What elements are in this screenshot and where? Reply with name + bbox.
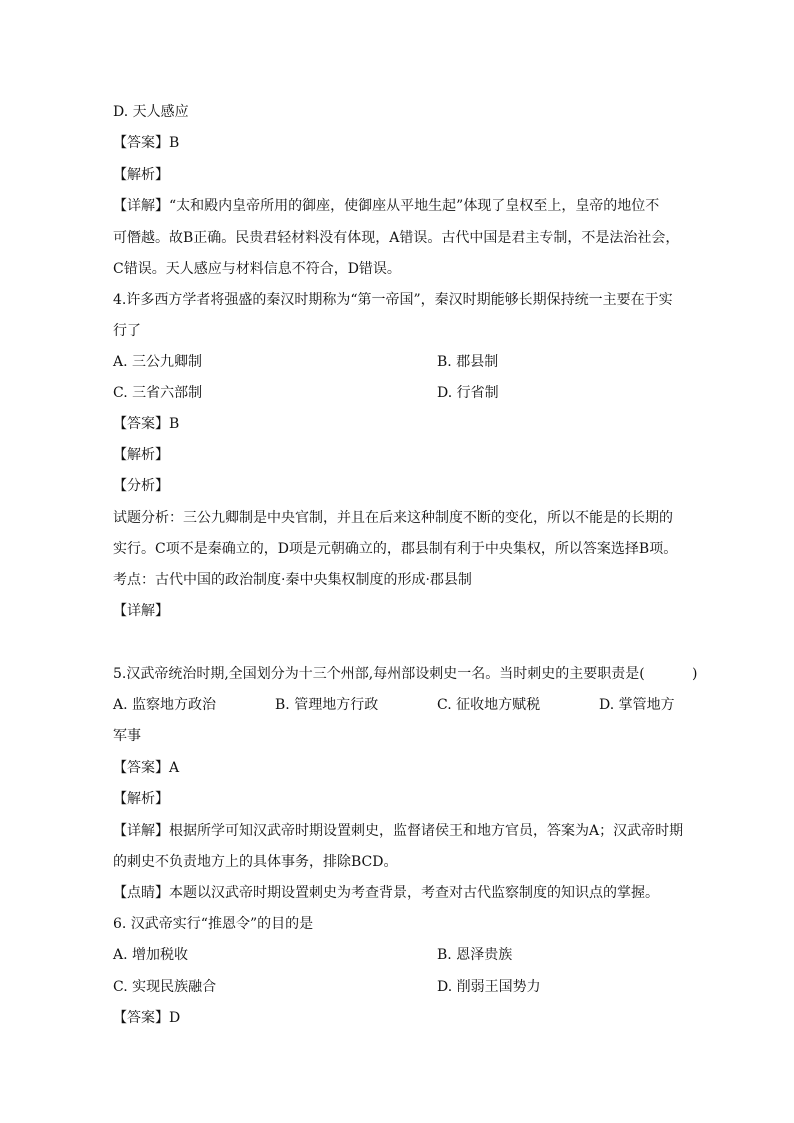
q5-stem: 5.汉武帝统治时期,全国划分为十三个州部,每州部设刺史一名。当时刺史的主要职责是( <box>113 666 645 682</box>
q6-option-d: D. 削弱王国势力 <box>437 979 541 995</box>
q3-detail-line: 可僭越。故B正确。民贵君轻材料没有体现，A错误。古代中国是君主专制，不是法治社会， <box>113 230 680 246</box>
q5-stem-close: ) <box>692 666 698 682</box>
q6-option-b: B. 恩泽贵族 <box>437 947 513 963</box>
q4-fenxi-label: 【分析】 <box>113 478 169 494</box>
q6-stem: 6. 汉武帝实行“推恩令”的目的是 <box>113 916 314 932</box>
q3-detail-line: 【详解】“太和殿内皇帝所用的御座，使御座从平地生起”体现了皇权至上，皇帝的地位不 <box>113 198 660 214</box>
q4-stem-cont: 行了 <box>113 323 141 339</box>
q4-kaodian: 考点：古代中国的政治制度·秦中央集权制度的形成·郡县制 <box>113 572 472 588</box>
q4-fenxi-line: 实行。C项不是秦确立的，D项是元朝确立的，郡县制有利于中央集权，所以答案选择B项。 <box>113 541 678 557</box>
q5-analysis-label: 【解析】 <box>113 791 169 807</box>
q4-answer: 【答案】B <box>113 416 180 432</box>
q3-detail-line: C错误。天人感应与材料信息不符合，D错误。 <box>113 261 401 277</box>
q5-option-d-cont: 军事 <box>113 728 141 744</box>
q4-fenxi-line: 试题分析：三公九卿制是中央官制，并且在后来这种制度不断的变化，所以不能是的长期的 <box>113 510 673 526</box>
q4-option-a: A. 三公九卿制 <box>113 354 203 370</box>
q6-option-a: A. 增加税收 <box>113 947 189 963</box>
q5-option-d: D. 掌管地方 <box>599 697 675 713</box>
q4-analysis-label: 【解析】 <box>113 447 169 463</box>
q5-answer: 【答案】A <box>113 760 180 776</box>
q4-option-d: D. 行省制 <box>437 385 499 401</box>
q5-detail-line: 的刺史不负责地方上的具体事务，排除BCD。 <box>113 854 398 870</box>
q5-dianjing: 【点睛】本题以汉武帝时期设置刺史为考查背景，考查对古代监察制度的知识点的掌握。 <box>113 885 659 901</box>
q5-detail-line: 【详解】根据所学可知汉武帝时期设置刺史，监督诸侯王和地方官员，答案为A；汉武帝时期 <box>113 823 684 839</box>
q3-analysis-label: 【解析】 <box>113 167 169 183</box>
q4-stem: 4.许多西方学者将强盛的秦汉时期称为“第一帝国”，秦汉时期能够长期保持统一主要在于实 <box>113 292 673 308</box>
q6-answer: 【答案】D <box>113 1010 181 1026</box>
q4-option-b: B. 郡县制 <box>437 354 499 370</box>
q5-option-a: A. 监察地方政治 <box>113 697 217 713</box>
q3-answer: 【答案】B <box>113 135 180 151</box>
q6-option-c: C. 实现民族融合 <box>113 979 217 995</box>
q5-option-b: B. 管理地方行政 <box>275 697 379 713</box>
q4-option-c: C. 三省六部制 <box>113 385 203 401</box>
q5-option-c: C. 征收地方赋税 <box>437 697 541 713</box>
q3-option-d: D. 天人感应 <box>113 104 189 120</box>
q4-detail-label: 【详解】 <box>113 603 169 619</box>
